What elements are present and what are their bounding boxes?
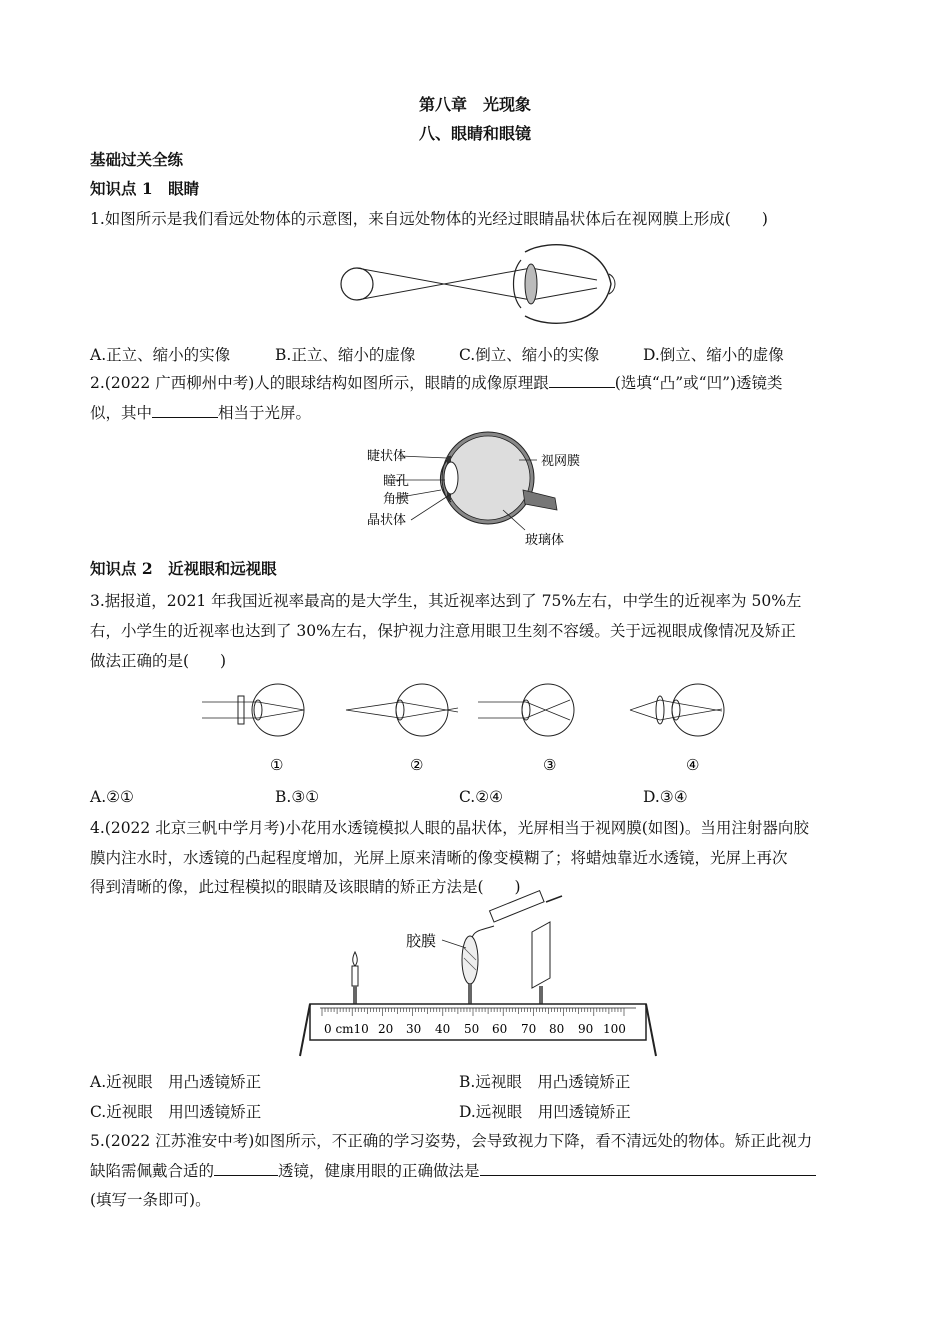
label-4: ④ <box>686 756 700 774</box>
q4-stem-line1: 4.(2022 北京三帆中学月考)小花用水透镜模拟人眼的晶状体，光屏相当于视网膜(如图)。当用注射器向胶 <box>90 819 809 837</box>
label-3: ③ <box>543 756 557 774</box>
part-title: 基础过关全练 <box>90 150 184 169</box>
ruler-label-50: 50 <box>464 1022 480 1036</box>
q5-stem-line3: (填写一条即可)。 <box>90 1191 211 1209</box>
q2-blank-1[interactable] <box>549 373 615 388</box>
q4-option-b[interactable]: B.远视眼 用凸透镜矫正 <box>459 1073 631 1091</box>
q4-option-d[interactable]: D.远视眼 用凹透镜矫正 <box>459 1103 631 1121</box>
light-screen <box>532 922 550 1004</box>
ruler-label-30: 30 <box>406 1022 422 1036</box>
q3-stem-line2: 右，小学生的近视率也达到了 30%左右，保护视力注意用眼卫生刻不容缓。关于远视眼成像情况及矫正 <box>90 622 796 640</box>
q1-eye-diagram <box>335 240 620 332</box>
diagram-4 <box>630 684 724 736</box>
q5-stem-line1: 5.(2022 江苏淮安中考)如图所示，不正确的学习姿势，会导致视力下降，看不清远处的物体。矫正此视力 <box>90 1132 813 1150</box>
ruler-label-90: 90 <box>578 1022 594 1036</box>
q1-option-c[interactable]: C.倒立、缩小的实像 <box>459 346 600 364</box>
chapter-title: 第八章 光现象 <box>418 95 531 114</box>
q4-water-lens-experiment <box>298 896 660 1058</box>
ruler-label-40: 40 <box>435 1022 451 1036</box>
q1-stem: 1.如图所示是我们看远处物体的示意图，来自远处物体的光经过眼睛晶状体后在视网膜上形成( ) <box>90 210 768 228</box>
label-1: ① <box>270 756 284 774</box>
diagram-2 <box>346 684 458 736</box>
q3-stem-line1: 3.据报道，2021 年我国近视率最高的是大学生，其近视率达到了 75%左右，中学生的近视率为 50%左 <box>90 592 802 610</box>
candle <box>352 952 358 1004</box>
q3-option-d[interactable]: D.③④ <box>643 788 688 806</box>
q3-option-b[interactable]: B.③① <box>275 788 320 806</box>
q2-stem-line2: 似，其中 相当于光屏。 <box>90 404 312 422</box>
q2-stem-line1: 2.(2022 广西柳州中考)人的眼球结构如图所示，眼睛的成像原理跟 (选填“凸”或“凹”)透镜类 <box>90 374 783 392</box>
ruler-label-60: 60 <box>492 1022 508 1036</box>
q4-stem-line3: 得到清晰的像，此过程模拟的眼睛及该眼睛的矫正方法是( ) <box>90 878 521 896</box>
ruler-label-20: 20 <box>378 1022 394 1036</box>
ruler-label-100: 100 <box>603 1022 626 1036</box>
q3-option-a[interactable]: A.②① <box>90 788 134 806</box>
label-film: 胶膜 <box>406 932 437 950</box>
q4-option-a[interactable]: A.近视眼 用凸透镜矫正 <box>90 1073 262 1091</box>
q5-blank-1[interactable] <box>214 1161 278 1176</box>
distant-object <box>341 268 373 300</box>
knowledge-point-1: 知识点 1 眼睛 <box>90 179 200 198</box>
label-pupil: 瞳孔 <box>383 474 410 489</box>
ruler-label-70: 70 <box>521 1022 537 1036</box>
q3-stem-line3: 做法正确的是( ) <box>90 652 227 670</box>
label-ciliary-body: 睫状体 <box>367 449 407 464</box>
q5-blank-2[interactable] <box>480 1161 816 1176</box>
q1-option-b[interactable]: B.正立、缩小的虚像 <box>275 346 416 364</box>
diagram-1 <box>202 684 304 736</box>
section-title: 八、眼睛和眼镜 <box>418 124 531 143</box>
water-lens <box>462 936 478 1004</box>
ruler-label-80: 80 <box>549 1022 565 1036</box>
label-2: ② <box>410 756 424 774</box>
eyeball-outline <box>525 245 611 324</box>
crystalline-lens <box>525 264 537 304</box>
q5-stem-line2: 缺陷需佩戴合适的 透镜，健康用眼的正确做法是 <box>90 1161 860 1181</box>
ruler-label-0: 0 cm10 <box>324 1022 369 1036</box>
q4-option-c[interactable]: C.近视眼 用凹透镜矫正 <box>90 1103 262 1121</box>
q4-stem-line2: 膜内注水时，水透镜的凸起程度增加，光屏上原来清晰的像变模糊了；将蜡烛靠近水透镜，光屏上再次 <box>90 849 788 867</box>
q2-blank-2[interactable] <box>152 403 218 418</box>
q1-option-a[interactable]: A.正立、缩小的实像 <box>90 346 231 364</box>
label-cornea: 角膜 <box>383 492 410 507</box>
label-retina: 视网膜 <box>541 454 581 469</box>
q1-option-d[interactable]: D.倒立、缩小的虚像 <box>643 346 784 364</box>
label-lens: 晶状体 <box>367 513 407 528</box>
q3-eye-correction-diagrams <box>198 680 738 776</box>
knowledge-point-2: 知识点 2 近视眼和远视眼 <box>90 559 277 578</box>
q3-option-c[interactable]: C.②④ <box>459 788 504 806</box>
q2-eyeball-structure-diagram <box>355 428 615 550</box>
lens <box>444 462 458 494</box>
label-vitreous: 玻璃体 <box>525 533 565 548</box>
diagram-3 <box>478 684 574 736</box>
